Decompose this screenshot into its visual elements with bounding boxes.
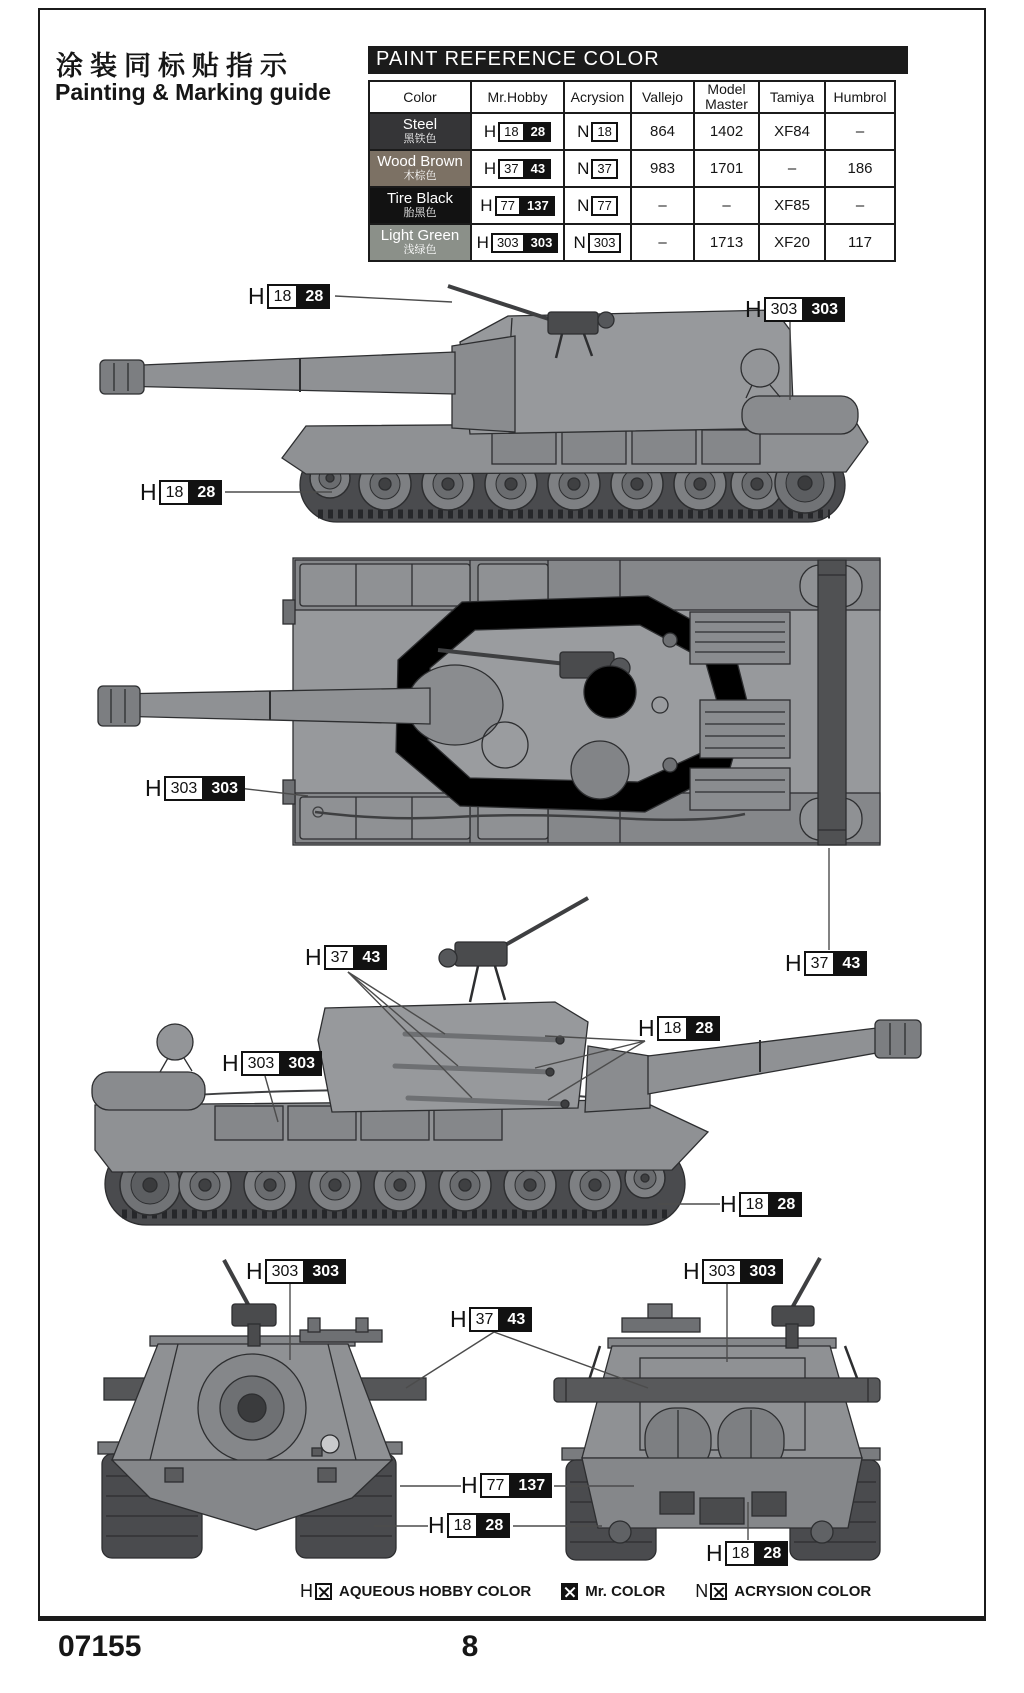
paint-callout: H 18 28	[428, 1512, 510, 1538]
acrysion-cell: N 303	[564, 224, 631, 261]
column-header: Humbrol	[825, 81, 895, 113]
paint-callout: H 37 43	[450, 1306, 532, 1332]
page-title-english: Painting & Marking guide	[55, 79, 332, 105]
column-header: Model Master	[694, 81, 759, 113]
column-header: Color	[369, 81, 471, 113]
illustration-top-view	[98, 558, 880, 845]
model-master-cell: 1701	[694, 150, 759, 187]
illustration-rear-view	[554, 1258, 880, 1560]
paint-callout: H 18 28	[248, 283, 330, 309]
paint-callout: H 303 303	[246, 1258, 346, 1284]
vallejo-cell: –	[631, 224, 694, 261]
legend-acrysion: N ACRYSION COLOR	[695, 1581, 872, 1601]
paint-callout: H 18 28	[140, 479, 222, 505]
x-mark-icon	[561, 1583, 578, 1600]
acrysion-cell: N 18	[564, 113, 631, 150]
illustration-side-view-right	[92, 898, 921, 1225]
color-name-cell: Tire Black 胎黑色	[369, 187, 471, 224]
vallejo-cell: 864	[631, 113, 694, 150]
paint-callout: H 37 43	[785, 950, 867, 976]
legend-mr-color: Mr. COLOR	[561, 1583, 665, 1600]
illustration-front-view	[98, 1260, 426, 1558]
paint-callout: H 303 303	[745, 296, 845, 322]
humbrol-cell: 186	[825, 150, 895, 187]
color-system-legend	[300, 1581, 970, 1602]
column-header: Mr.Hobby	[471, 81, 564, 113]
color-name-cell: Steel 黑铁色	[369, 113, 471, 150]
column-header: Acrysion	[564, 81, 631, 113]
kit-number: 07155	[58, 1630, 142, 1663]
mr-hobby-cell: H 18 28	[471, 113, 564, 150]
humbrol-cell: –	[825, 113, 895, 150]
column-header: Tamiya	[759, 81, 825, 113]
color-name-cell: Wood Brown 木棕色	[369, 150, 471, 187]
paint-callout: H 18 28	[638, 1015, 720, 1041]
tamiya-cell: XF84	[759, 113, 825, 150]
paint-callout: H 303 303	[145, 775, 245, 801]
paint-callout: H 77 137	[461, 1472, 552, 1498]
acrysion-cell: N 77	[564, 187, 631, 224]
paint-callout: H 303 303	[222, 1050, 322, 1076]
page-title-chinese: 涂装同标贴指示	[56, 51, 294, 81]
mr-hobby-cell: H 77 137	[471, 187, 564, 224]
paint-callout: H 18 28	[720, 1191, 802, 1217]
paint-callout: H 18 28	[706, 1540, 788, 1566]
acrysion-cell: N 37	[564, 150, 631, 187]
humbrol-cell: –	[825, 187, 895, 224]
model-master-cell: 1402	[694, 113, 759, 150]
vallejo-cell: –	[631, 187, 694, 224]
page-number: 8	[461, 1630, 479, 1663]
vallejo-cell: 983	[631, 150, 694, 187]
mr-hobby-cell: H 303 303	[471, 224, 564, 261]
paint-callout: H 303 303	[683, 1258, 783, 1284]
mr-hobby-cell: H 37 43	[471, 150, 564, 187]
humbrol-cell: 117	[825, 224, 895, 261]
color-name-cell: Light Green 浅绿色	[369, 224, 471, 261]
paint-callout: H 37 43	[305, 944, 387, 970]
tamiya-cell: –	[759, 150, 825, 187]
x-mark-icon	[710, 1583, 727, 1600]
tamiya-cell: XF20	[759, 224, 825, 261]
model-master-cell: 1713	[694, 224, 759, 261]
paint-table-title: PAINT REFERENCE COLOR	[368, 46, 908, 74]
model-master-cell: –	[694, 187, 759, 224]
machine-gun-icon	[439, 898, 588, 1002]
tamiya-cell: XF85	[759, 187, 825, 224]
x-mark-icon	[315, 1583, 332, 1600]
column-header: Vallejo	[631, 81, 694, 113]
legend-aqueous: H AQUEOUS HOBBY COLOR	[300, 1581, 532, 1601]
